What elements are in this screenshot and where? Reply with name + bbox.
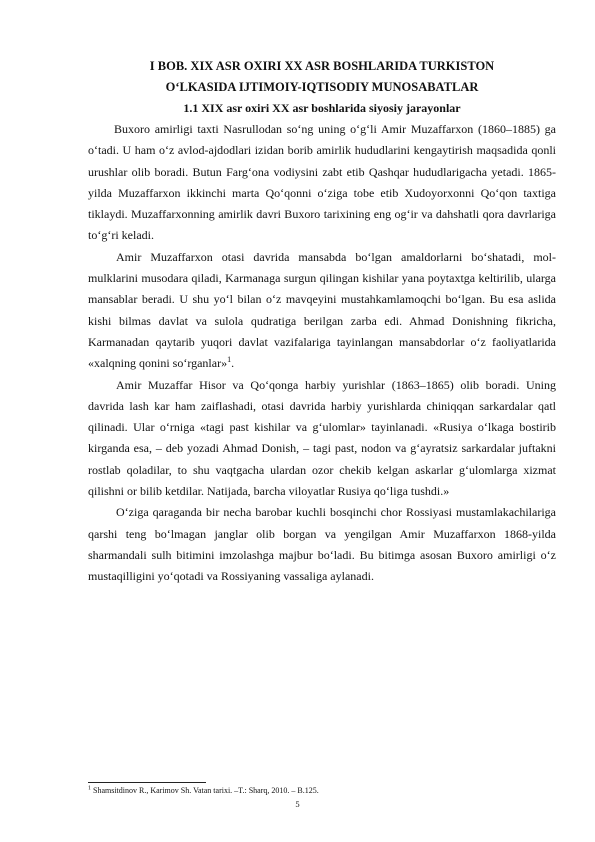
paragraph-3: Amir Muzaffar Hisor va Qo‘qonga harbiy yurishlar (1863–1865) olib boradi. Uning davrida lash kar ham zaiflashadi, otasi davrida harbiy yurishlarda chiniqqan sarkardalar qatl qilinadi. Ular o‘rniga «tagi past kishilar va g‘ulomlar» tayinlanadi. «Rusiya o‘lkaga bostirib kirganda esa, – deb yozadi Ahmad Donish, – tagi past, nodon va g‘ayratsiz sarkardalar juftakni rostlab qoladilar, to shu vaqtgacha ulardan ozor chekib kelgan askarlar g‘ulomlarga xizmat qilishni or bilib ketdilar. Natijada, barcha viloyatlar Rusiya qo‘liga tushdi.»: [88, 377, 556, 499]
chapter-title-line-2: O‘LKASIDA IJTIMOIY-IQTISODIY MUNOSABATLAR: [165, 80, 479, 94]
page-content: [88, 56, 556, 588]
page-number: 5: [295, 799, 300, 809]
footnote-number: 1: [88, 785, 91, 792]
footnote-reference[interactable]: 1: [227, 355, 232, 365]
paragraph-2-text: Amir Muzaffarxon otasi davrida mansabda bo‘lgan amaldorlarni bo‘shatadi, mol-mulklarini musodara qiladi, Karmanaga surgun qilingan kishilar yana poytaxtga keltirilib, ularga mansablar beradi. U shu yo‘l bilan o‘z mavqeyini mustahkamlamoqchi bo‘lgan. Bu esa aslida kishi bilmas davlat va sulola qudratiga berilgan zarba edi. Ahmad Donishning fikricha, Karmanadan qaytarib yuqori davlat vazifalariga tayinlangan mansabdorlar o‘z faoliyatlarida «xalqning qonini so‘rganlar»: [88, 249, 556, 371]
paragraph-1: Buxoro amirligi taxti Nasrullodan so‘ng uning o‘g‘li Amir Muzaffarxon (1860–1885) ga o‘tadi. U ham o‘z avlod-ajdodlari izidan borib amirlik hududlarini kengaytirish maqsadida qonli urushlar olib boradi. Butun Farg‘ona vodiysini zabt etib Qashqar hududlarigacha yetadi. 1865-yilda Muzaffarxon ikkinchi marta Qo‘qonni o‘ziga tobe etib Xudoyorxonni Qo‘qon taxtiga tiklaydi. Muzaffarxonning amirlik davri Buxoro tarixining eng og‘ir va dahshatli qora davrlariga to‘g‘ri keladi.: [88, 122, 556, 243]
paragraph-2: [88, 247, 556, 375]
footnote-text: Shamsitdinov R., Karimov Sh. Vatan tarixi. –T.: Sharq, 2010. – B.125.: [91, 786, 319, 795]
footnote: [88, 786, 558, 796]
footnote-separator: [88, 782, 206, 783]
paragraph-4: O‘ziga qaraganda bir necha barobar kuchli bosqinchi chor Rossiyasi mustamlakachilariga qarshi teng bo‘lmagan janglar olib borgan va yengilgan Amir Muzaffarxon 1868-yilda sharmandali sulh bitimini imzolashga majbur bo‘ladi. Bu bitimga asosan Buxoro amirligi o‘z mustaqilligini yo‘qotadi va Rossiyaning vassaliga aylanadi.: [88, 505, 556, 584]
paragraph-2-end: .: [231, 356, 235, 371]
section-title: 1.1 XIX asr oxiri XX asr boshlarida siyosiy jarayonlar: [183, 101, 461, 115]
chapter-title: [88, 56, 556, 98]
chapter-title-line-1: I BOB. XIX ASR OXIRI XX ASR BOSHLARIDA TURKISTON: [149, 59, 495, 73]
